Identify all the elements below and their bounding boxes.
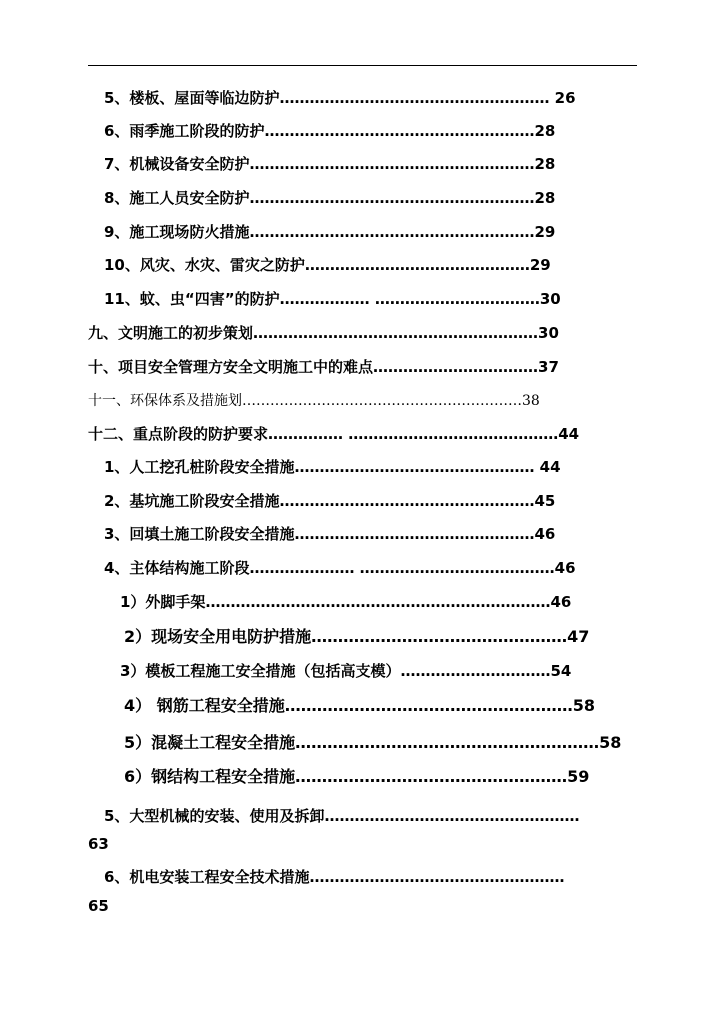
toc-entry[interactable]: 十二、重点阶段的防护要求…………… ……………………………………44 <box>88 425 580 443</box>
toc-entry[interactable]: 6、机电安装工程安全技术措施…………………………………………… <box>104 868 565 886</box>
toc-entry[interactable]: 9、施工现场防火措施…………………………………………………29 <box>104 223 556 241</box>
toc-entry[interactable]: 3）模板工程施工安全措施（包括高支模）…………………………54 <box>120 662 572 680</box>
toc-entry[interactable]: 1）外脚手架……………………………………………………………46 <box>120 593 572 611</box>
toc-page-number: 63 <box>88 835 109 853</box>
toc-entry[interactable]: 5）混凝土工程安全措施…………………………………………………58 <box>124 733 622 752</box>
toc-entry[interactable]: 1、人工挖孔桩阶段安全措施………………………………………… 44 <box>104 458 561 476</box>
toc-entry[interactable]: 5、大型机械的安装、使用及拆卸…………………………………………… <box>104 807 580 825</box>
toc-entry[interactable]: 十、项目安全管理方安全文明施工中的难点……………………………37 <box>88 358 559 376</box>
toc-entry[interactable]: 4、主体结构施工阶段………………… …………………………………46 <box>104 559 576 577</box>
toc-page-number: 65 <box>88 897 109 915</box>
toc-entry[interactable]: 3、回填土施工阶段安全措施…………………………………………46 <box>104 525 556 543</box>
toc-entry[interactable]: 九、文明施工的初步策划…………………………………………………30 <box>88 324 559 342</box>
toc-entry[interactable]: 11、蚊、虫“四害”的防护……………… ……………………………30 <box>104 290 561 308</box>
toc-entry[interactable]: 6、雨季施工阶段的防护………………………………………………28 <box>104 122 556 140</box>
header-rule <box>88 65 637 66</box>
toc-entry[interactable]: 4） 钢筋工程安全措施………………………………………………58 <box>124 696 595 715</box>
toc-entry[interactable]: 6）钢结构工程安全措施……………………………………………59 <box>124 767 590 786</box>
toc-entry[interactable]: 十一、环保体系及措施划……………………………………………………38 <box>88 393 540 409</box>
toc-entry[interactable]: 10、风灾、水灾、雷灾之防护………………………………………29 <box>104 256 551 274</box>
toc-entry[interactable]: 2）现场安全用电防护措施…………………………………………47 <box>124 627 590 646</box>
toc-entry[interactable]: 7、机械设备安全防护…………………………………………………28 <box>104 155 556 173</box>
toc-entry[interactable]: 8、施工人员安全防护…………………………………………………28 <box>104 189 556 207</box>
toc-entry[interactable]: 2、基坑施工阶段安全措施……………………………………………45 <box>104 492 556 510</box>
toc-entry[interactable]: 5、楼板、屋面等临边防护……………………………………………… 26 <box>104 89 576 107</box>
